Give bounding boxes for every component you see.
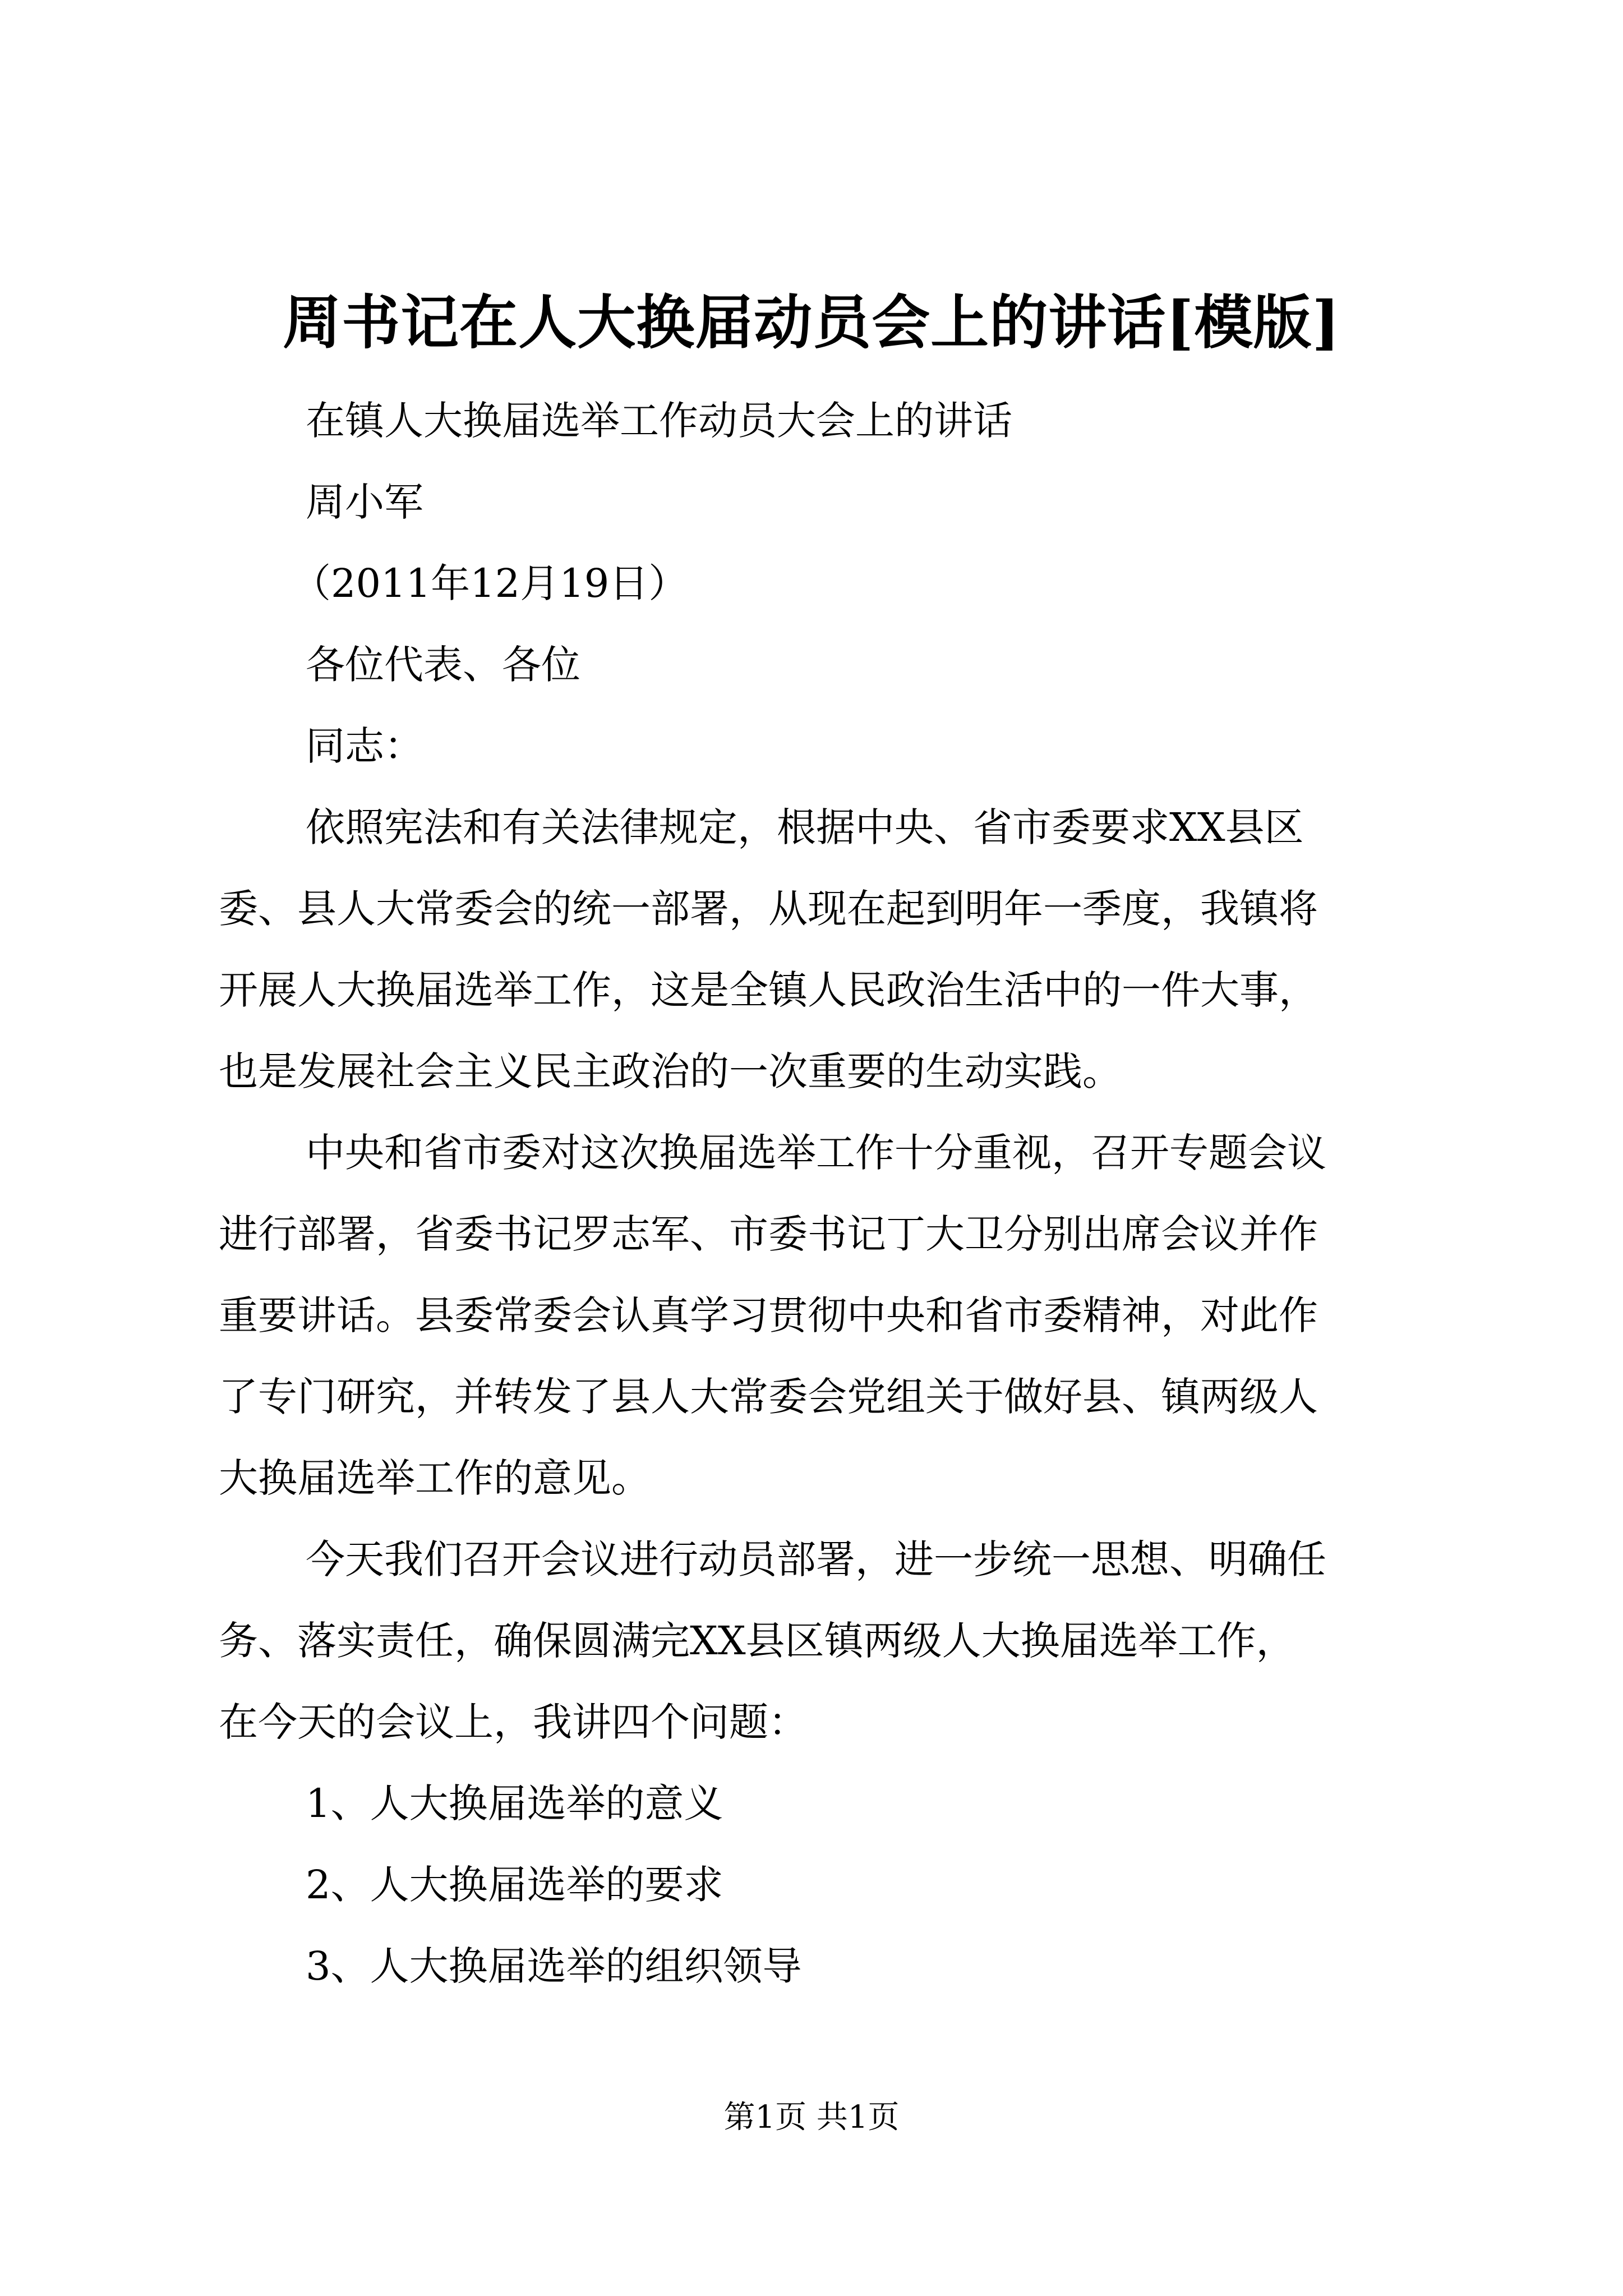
paragraph-1-line-1: 依照宪法和有关法律规定，根据中央、省市委要求XX县区 — [306, 804, 1304, 850]
salutation-line-2: 同志： — [306, 723, 423, 769]
speech-date: （2011年12月19日） — [292, 560, 688, 606]
speaker-name: 周小军 — [306, 479, 423, 525]
paragraph-3-line-1: 今天我们召开会议进行动员部署，进一步统一思想、明确任 — [306, 1536, 1326, 1582]
list-item-3: 3、人大换届选举的组织领导 — [306, 1943, 802, 1989]
paragraph-1-line-4: 也是发展社会主义民主政治的一次重要的生动实践。 — [219, 1048, 1122, 1094]
paragraph-1-line-2: 委、县人大常委会的统一部署，从现在起到明年一季度，我镇将 — [219, 886, 1318, 932]
page-footer: 第1页 共1页 — [723, 2099, 900, 2136]
paragraph-2-line-1: 中央和省市委对这次换届选举工作十分重视，召开专题会议 — [306, 1130, 1326, 1176]
document-title: 周书记在人大换届动员会上的讲话[模版] — [283, 288, 1340, 357]
paragraph-1-line-3: 开展人大换届选举工作，这是全镇人民政治生活中的一件大事， — [219, 967, 1318, 1013]
list-item-1: 1、人大换届选举的意义 — [306, 1780, 723, 1826]
paragraph-2-line-2: 进行部署，省委书记罗志军、市委书记丁大卫分别出席会议并作 — [219, 1211, 1318, 1257]
paragraph-2-line-5: 大换届选举工作的意见。 — [219, 1455, 651, 1501]
speech-subtitle: 在镇人大换届选举工作动员大会上的讲话 — [306, 398, 1012, 444]
salutation-line-1: 各位代表、各位 — [306, 642, 580, 688]
paragraph-3-line-2: 务、落实责任，确保圆满完XX县区镇两级人大换届选举工作， — [219, 1618, 1295, 1664]
list-item-2: 2、人大换届选举的要求 — [306, 1862, 723, 1908]
paragraph-2-line-3: 重要讲话。县委常委会认真学习贯彻中央和省市委精神，对此作 — [219, 1292, 1318, 1338]
paragraph-2-line-4: 了专门研究，并转发了县人大常委会党组关于做好县、镇两级人 — [219, 1374, 1318, 1420]
paragraph-3-line-3: 在今天的会议上，我讲四个问题： — [219, 1699, 808, 1745]
